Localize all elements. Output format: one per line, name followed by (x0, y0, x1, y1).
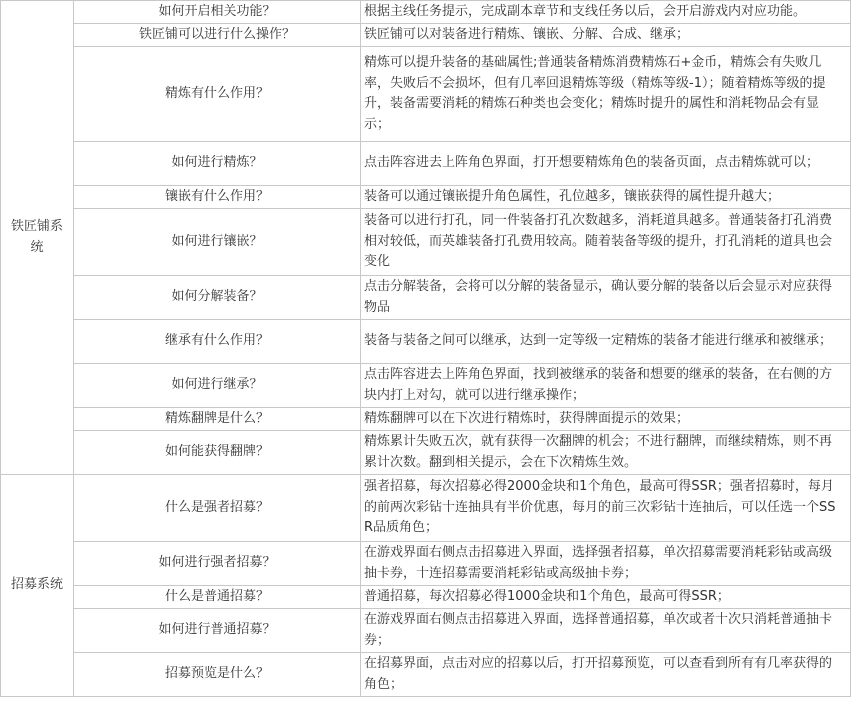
question-cell: 如何能获得翻牌？ (74, 431, 361, 475)
answer-cell: 装备与装备之间可以继承，达到一定等级一定精炼的装备才能进行继承和被继承； (361, 320, 851, 364)
table-row (1, 47, 851, 142)
answer-cell: 装备可以进行打孔，同一件装备打孔次数越多，消耗道具越多。普通装备打孔消费相对较低，而英雄装备打孔费用较高。随着装备等级的提升，打孔消耗的道具也会变化 (361, 209, 851, 276)
question-cell: 如何开启相关功能？ (74, 1, 361, 24)
answer-cell: 精炼累计失败五次，就有获得一次翻牌的机会；不进行翻牌，而继续精炼，则不再累计次数。翻到相关提示，会在下次精炼生效。 (361, 431, 851, 475)
table-row (1, 24, 851, 47)
question-cell: 如何进行继承？ (74, 364, 361, 408)
table-row (1, 364, 851, 408)
answer-cell: 在游戏界面右侧点击招募进入界面，选择强者招募，单次招募需要消耗彩钻或高级抽卡券，十连招募需要消耗彩钻或高级抽卡券； (361, 542, 851, 586)
answer-cell: 根据主线任务提示，完成副本章节和支线任务以后，会开启游戏内对应功能。 (361, 1, 851, 24)
table-row (1, 609, 851, 653)
table-row (1, 276, 851, 320)
answer-cell: 强者招募，每次招募必得2000金块和1个角色，最高可得SSR；强者招募时，每月的前两次彩钻十连抽具有半价优惠，每月的前三次彩钻十连抽后，可以任选一个SSR品质角色； (361, 475, 851, 542)
question-cell: 如何进行强者招募？ (74, 542, 361, 586)
table-row (1, 1, 851, 24)
answer-cell: 点击阵容进去上阵角色界面，找到被继承的装备和想要的继承的装备，在右侧的方块内打上对勾，就可以进行继承操作； (361, 364, 851, 408)
answer-cell: 铁匠铺可以对装备进行精炼、镶嵌、分解、合成、继承； (361, 24, 851, 47)
answer-cell: 点击阵容进去上阵角色界面，打开想要精炼角色的装备页面，点击精炼就可以； (361, 142, 851, 186)
question-cell: 如何分解装备？ (74, 276, 361, 320)
question-cell: 铁匠铺可以进行什么操作？ (74, 24, 361, 47)
table-row (1, 186, 851, 209)
category-cell: 铁匠铺系统 (1, 1, 74, 475)
answer-cell: 精炼翻牌可以在下次进行精炼时，获得牌面提示的效果； (361, 408, 851, 431)
question-cell: 什么是普通招募？ (74, 586, 361, 609)
question-cell: 如何进行精炼？ (74, 142, 361, 186)
table-row (1, 408, 851, 431)
answer-cell: 装备可以通过镶嵌提升角色属性，孔位越多，镶嵌获得的属性提升越大； (361, 186, 851, 209)
question-cell: 镶嵌有什么作用？ (74, 186, 361, 209)
question-cell: 什么是强者招募？ (74, 475, 361, 542)
question-cell: 精炼翻牌是什么？ (74, 408, 361, 431)
table-row (1, 475, 851, 542)
answer-cell: 点击分解装备，会将可以分解的装备显示，确认要分解的装备以后会显示对应获得物品 (361, 276, 851, 320)
question-cell: 精炼有什么作用？ (74, 47, 361, 142)
answer-cell: 精炼可以提升装备的基础属性;普通装备精炼消费精炼石+金币，精炼会有失败几率，失败后不会损坏，但有几率回退精炼等级（精炼等级-1）；随着精炼等级的提升，装备需要消耗的精炼石种类也会变化；精炼时提升的属性和消耗物品会有显示； (361, 47, 851, 142)
table-row (1, 653, 851, 697)
answer-cell: 普通招募，每次招募必得1000金块和1个角色，最高可得SSR； (361, 586, 851, 609)
table-row (1, 320, 851, 364)
answer-cell: 在游戏界面右侧点击招募进入界面，选择普通招募，单次或者十次只消耗普通抽卡券； (361, 609, 851, 653)
table-row (1, 586, 851, 609)
question-cell: 招募预览是什么？ (74, 653, 361, 697)
table-row (1, 209, 851, 276)
question-cell: 如何进行普通招募？ (74, 609, 361, 653)
answer-cell: 在招募界面，点击对应的招募以后，打开招募预览，可以查看到所有有几率获得的角色； (361, 653, 851, 697)
table-row (1, 542, 851, 586)
question-cell: 如何进行镶嵌？ (74, 209, 361, 276)
table-row (1, 431, 851, 475)
table-row (1, 142, 851, 186)
category-cell: 招募系统 (1, 475, 74, 697)
question-cell: 继承有什么作用？ (74, 320, 361, 364)
